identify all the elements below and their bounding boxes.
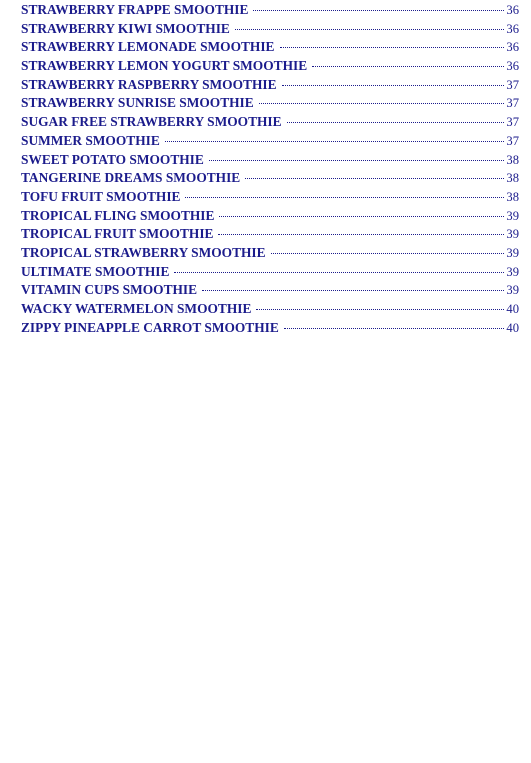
toc-entry[interactable]	[21, 94, 519, 113]
toc-entry-title[interactable]: STRAWBERRY LEMONADE SMOOTHIE	[21, 39, 275, 55]
toc-page-number[interactable]: 38	[506, 189, 519, 204]
toc-entry-title[interactable]: TANGERINE DREAMS SMOOTHIE	[21, 170, 241, 186]
toc-entry[interactable]	[21, 263, 519, 282]
toc-entry[interactable]	[21, 300, 519, 319]
toc-dot-leader	[235, 29, 505, 30]
toc-dot-leader	[165, 141, 505, 142]
toc-dot-leader	[209, 160, 505, 161]
toc-page-number[interactable]: 39	[506, 264, 519, 279]
toc-page-number[interactable]: 39	[506, 208, 519, 223]
toc-dot-leader	[218, 234, 504, 235]
toc-page-number[interactable]: 40	[506, 320, 519, 335]
toc-entry[interactable]	[21, 38, 519, 57]
toc-dot-leader	[259, 103, 505, 104]
toc-page-number[interactable]: 37	[506, 96, 519, 111]
toc-entry[interactable]	[21, 244, 519, 263]
toc-entry[interactable]	[21, 1, 519, 20]
toc-entry[interactable]	[21, 281, 519, 300]
toc-entry-title[interactable]: STRAWBERRY LEMON YOGURT SMOOTHIE	[21, 58, 308, 74]
toc-entry-title[interactable]: TROPICAL FRUIT SMOOTHIE	[21, 226, 214, 242]
toc-dot-leader	[282, 85, 505, 86]
toc-entry[interactable]	[21, 169, 519, 188]
toc-entry-title[interactable]: SUMMER SMOOTHIE	[21, 132, 160, 148]
toc-dot-leader	[245, 178, 504, 179]
toc-page-number[interactable]: 36	[506, 59, 519, 74]
toc-dot-leader	[219, 216, 504, 217]
toc-dot-leader	[280, 47, 505, 48]
toc-entry[interactable]	[21, 132, 519, 151]
toc-page-number[interactable]: 38	[506, 171, 519, 186]
toc-page-number[interactable]: 36	[506, 40, 519, 55]
toc-entry-title[interactable]: WACKY WATERMELON SMOOTHIE	[21, 301, 252, 316]
toc-dot-leader	[185, 197, 504, 198]
toc-page-number[interactable]: 37	[506, 115, 519, 130]
toc-entry[interactable]	[21, 188, 519, 207]
toc-entry[interactable]	[21, 319, 519, 338]
toc-entry[interactable]	[21, 225, 519, 244]
toc-page-number[interactable]: 39	[506, 227, 519, 242]
table-of-contents	[21, 1, 519, 337]
toc-entry[interactable]	[21, 113, 519, 132]
toc-page-number[interactable]: 36	[506, 21, 519, 36]
toc-entry-title[interactable]: TOFU FRUIT SMOOTHIE	[21, 188, 181, 204]
toc-page-number[interactable]: 37	[506, 133, 519, 148]
toc-entry[interactable]	[21, 76, 519, 95]
toc-page-number[interactable]: 40	[506, 302, 519, 316]
toc-page-number[interactable]: 38	[506, 152, 519, 167]
toc-page-number[interactable]: 39	[506, 283, 519, 298]
toc-dot-leader	[174, 272, 504, 273]
toc-page-number[interactable]: 37	[506, 77, 519, 92]
toc-entry-title[interactable]: SUGAR FREE STRAWBERRY SMOOTHIE	[21, 114, 282, 130]
toc-entry[interactable]	[21, 207, 519, 226]
toc-entry-title[interactable]: STRAWBERRY KIWI SMOOTHIE	[21, 20, 230, 36]
toc-page-number[interactable]: 39	[506, 245, 519, 260]
toc-entry[interactable]	[21, 20, 519, 39]
toc-entry-title[interactable]: TROPICAL STRAWBERRY SMOOTHIE	[21, 244, 266, 260]
toc-entry-title[interactable]: VITAMIN CUPS SMOOTHIE	[21, 282, 198, 298]
toc-entry-title[interactable]: STRAWBERRY FRAPPE SMOOTHIE	[21, 2, 249, 17]
toc-dot-leader	[256, 309, 504, 310]
toc-entry-title[interactable]: STRAWBERRY RASPBERRY SMOOTHIE	[21, 76, 277, 92]
toc-entry-title[interactable]: SWEET POTATO SMOOTHIE	[21, 151, 204, 167]
toc-entry-title[interactable]: ULTIMATE SMOOTHIE	[21, 263, 170, 279]
toc-entry[interactable]	[21, 57, 519, 76]
toc-dot-leader	[202, 290, 504, 291]
toc-entry-title[interactable]: TROPICAL FLING SMOOTHIE	[21, 207, 215, 223]
toc-dot-leader	[253, 10, 504, 11]
toc-dot-leader	[287, 122, 505, 123]
toc-entry-title[interactable]: STRAWBERRY SUNRISE SMOOTHIE	[21, 95, 254, 111]
toc-dot-leader	[284, 328, 505, 329]
toc-dot-leader	[271, 253, 505, 254]
toc-entry[interactable]	[21, 151, 519, 170]
toc-dot-leader	[312, 66, 504, 67]
toc-entry-title[interactable]: ZIPPY PINEAPPLE CARROT SMOOTHIE	[21, 319, 279, 335]
toc-page-number[interactable]: 36	[506, 3, 519, 17]
